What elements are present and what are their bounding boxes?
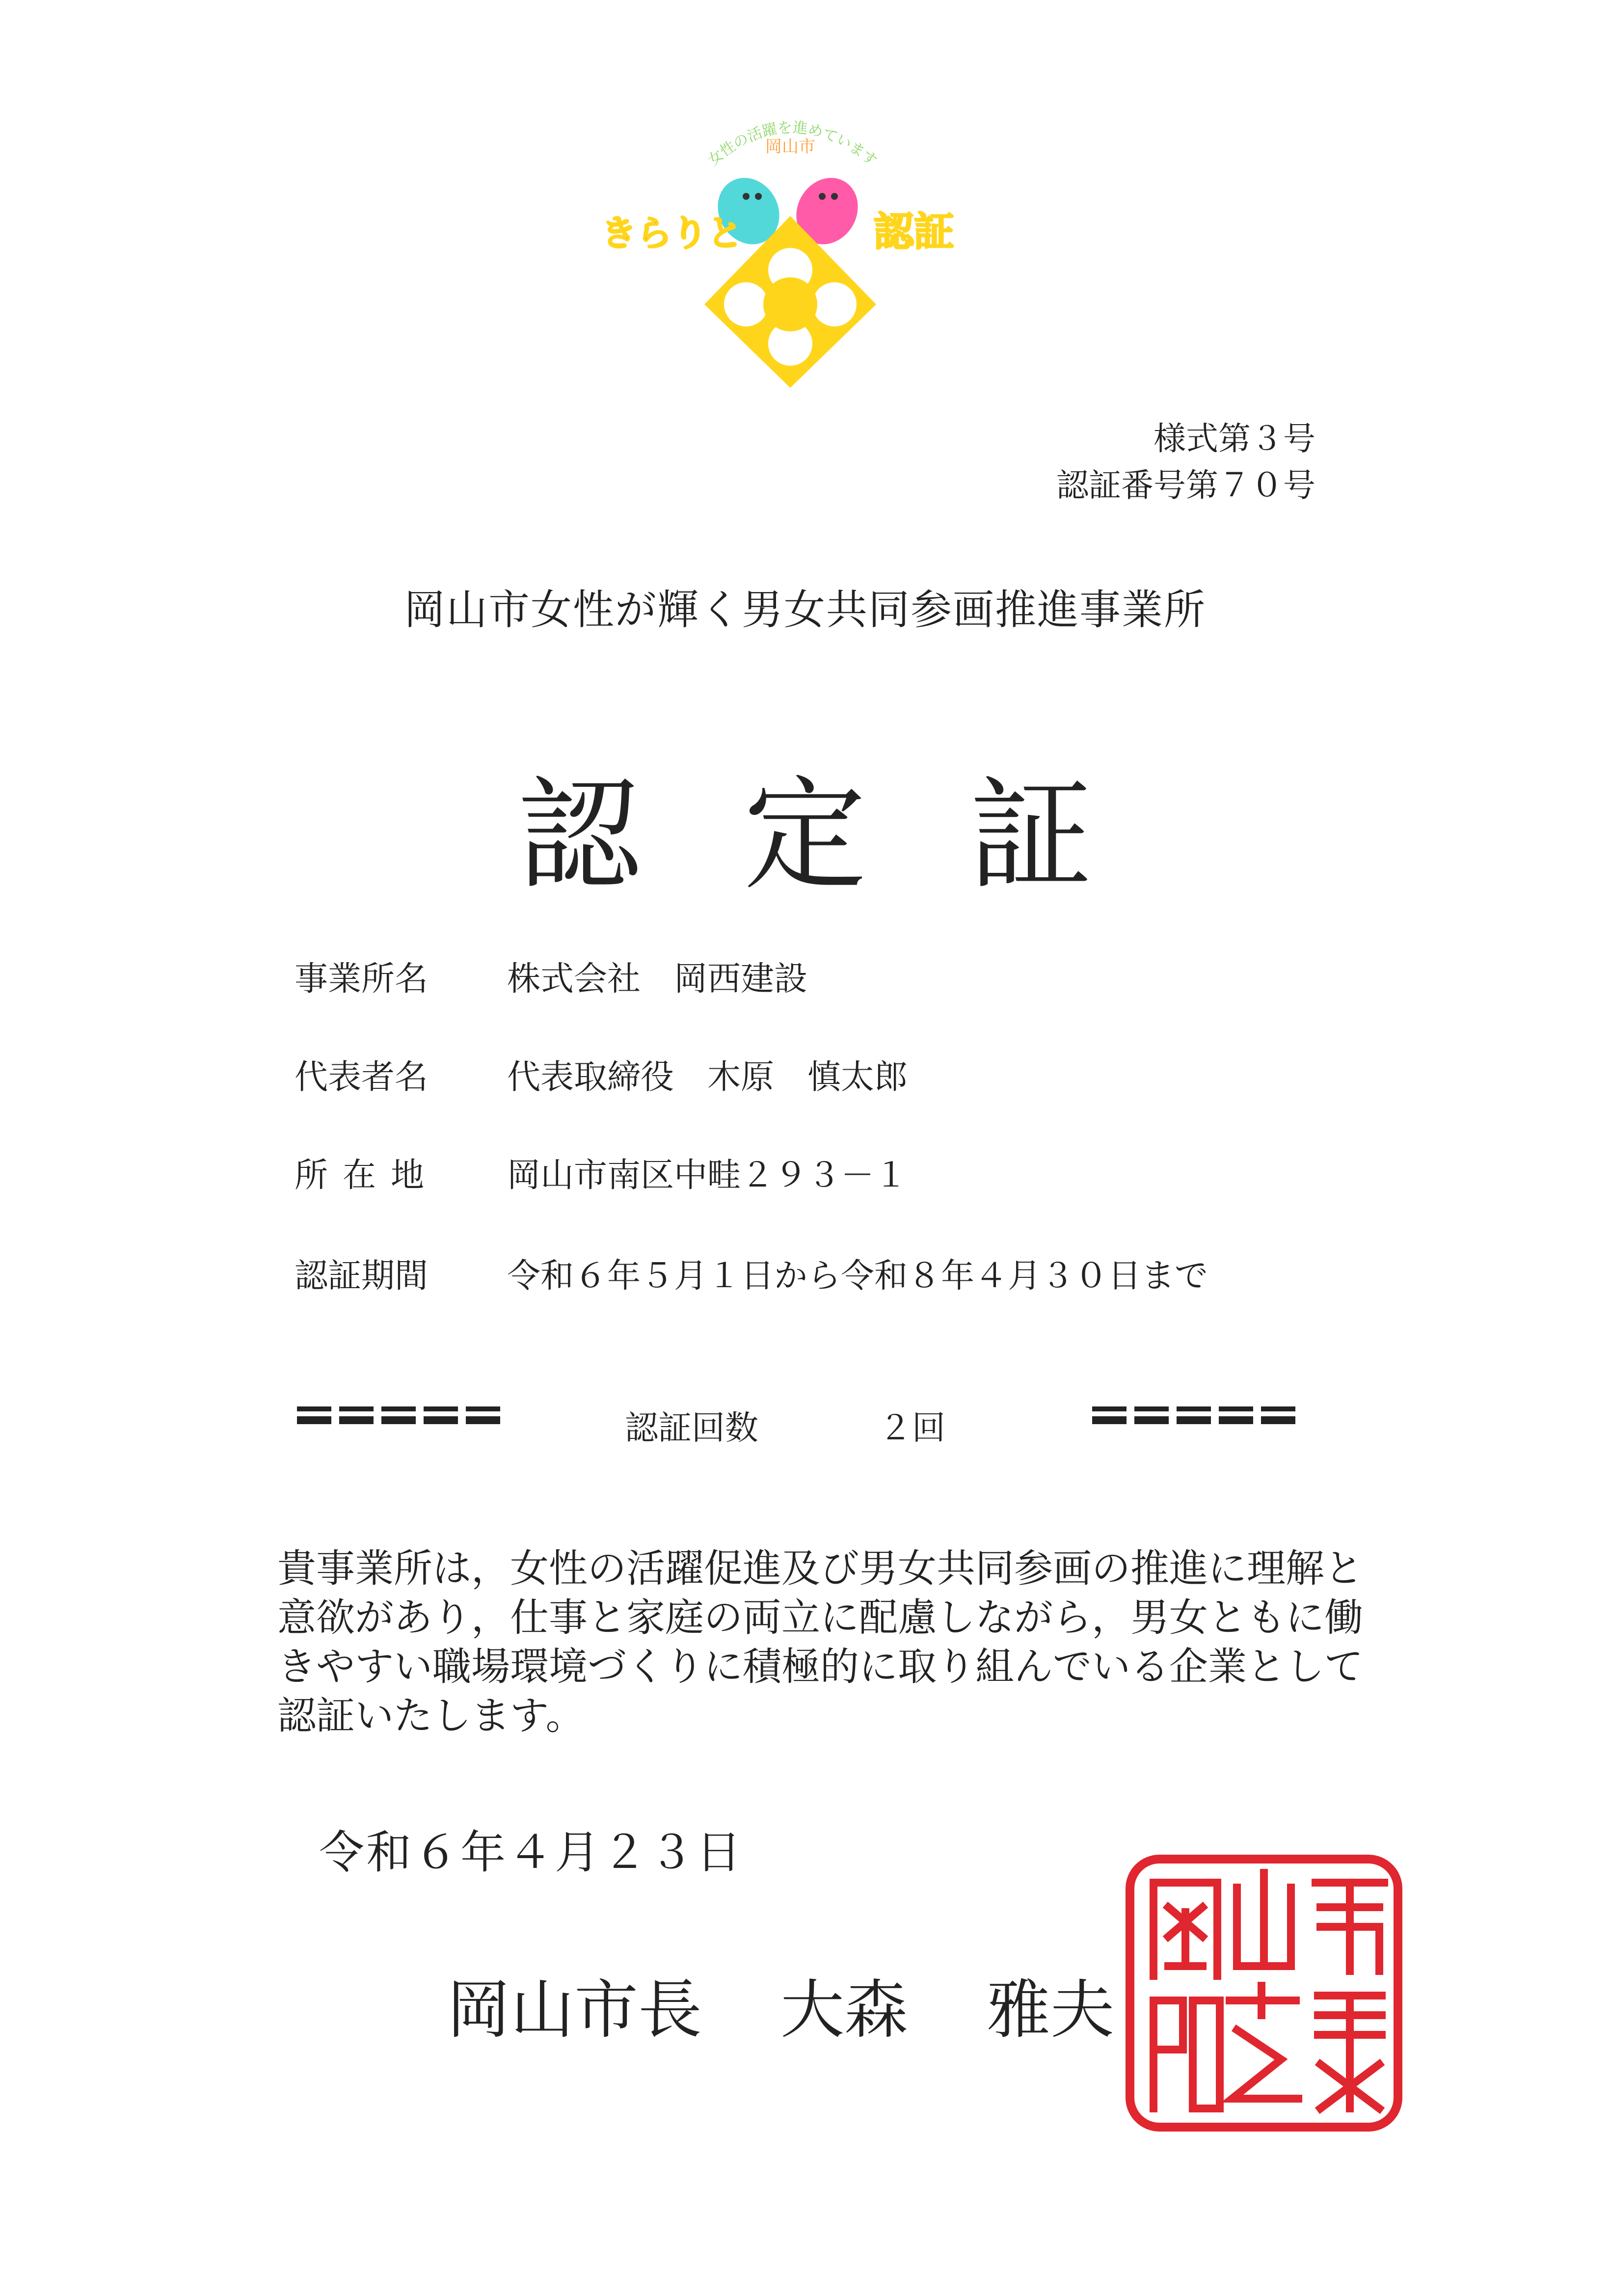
document-title: 認定証	[518, 764, 1195, 907]
logo-brand-left: きらりと	[601, 214, 743, 253]
certification-number: 認証番号第７０号	[1056, 466, 1315, 504]
logo-tagline: 女性の活躍を進めています	[705, 119, 880, 169]
logo-brand-right: 認証	[874, 210, 955, 254]
certification-count-label: 認証回数	[625, 1409, 759, 1448]
certification-period-label: 認証期間	[295, 1257, 429, 1296]
address-value: 岡山市南区中畦２９３－１	[507, 1156, 908, 1195]
office-name-label: 事業所名	[295, 960, 429, 999]
logo-city: 岡山市	[765, 137, 815, 156]
representative-value: 代表取締役 木原 慎太郎	[507, 1058, 908, 1097]
signatory-given-name: 雅夫	[987, 1972, 1115, 2047]
seal-text: 岡山市長之印	[1264, 2000, 1267, 2001]
representative-label: 代表者名	[295, 1058, 429, 1097]
certification-statement: 貴事業所は，女性の活躍促進及び男女共同参画の推進に理解と意欲があり，仕事と家庭の両立に配慮しながら，男女ともに働きやすい職場環境づくりに積極的に取り組んでいる企業として認証いたします。	[277, 1546, 1363, 1738]
kirarito-certification-logo	[579, 98, 1001, 393]
address-label: 所在地	[295, 1156, 439, 1195]
form-number: 様式第３号	[1154, 420, 1315, 458]
certification-period-value: 令和６年５月１日から令和８年４月３０日まで	[507, 1257, 1208, 1296]
decorative-double-dash-left	[297, 1406, 508, 1421]
decorative-double-dash-right	[1092, 1406, 1303, 1421]
certification-count-value: ２回	[879, 1409, 946, 1448]
signatory	[447, 1959, 1114, 2051]
document-heading: 岡山市女性が輝く男女共同参画推進事業所	[403, 586, 1206, 634]
issue-date: 令和６年４月２３日	[319, 1826, 744, 1879]
office-name-value: 株式会社 岡西建設	[507, 960, 808, 999]
official-seal	[1124, 1853, 1404, 2133]
signatory-title: 岡山市長	[447, 1972, 702, 2047]
signatory-family-name: 大森	[780, 1972, 909, 2047]
